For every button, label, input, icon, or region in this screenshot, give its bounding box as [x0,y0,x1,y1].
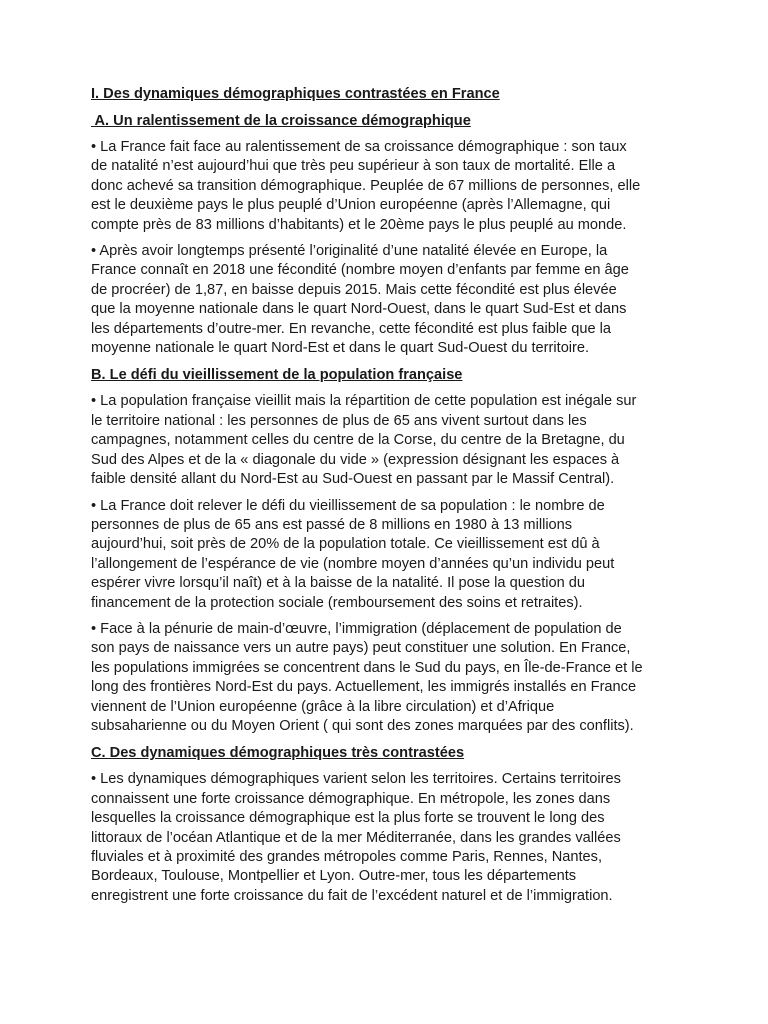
text-line: viennent de l’Union européenne (grâce à la libre circulation) et d’Afrique [91,698,555,715]
section-b-paragraph-2 [91,497,683,613]
section-c-paragraph-1 [91,770,683,906]
text-line: subsaharienne ou du Moyen Orient ( qui sont des zones marquées par des conflits). [91,717,634,734]
section-b-paragraph-1 [91,392,683,489]
section-a-paragraph-1 [91,138,683,235]
text-line: les populations immigrées se concentrent dans le Sud du pays, en Île-de-France et le [91,659,643,676]
section-a-heading: A. Un ralentissement de la croissance démographique [91,113,471,129]
section-b-heading: B. Le défi du vieillissement de la population française [91,367,463,384]
text-line: long des frontières Nord-Est du pays. Actuellement, les immigrés installés en France [91,679,637,696]
section-b-paragraph-3 [91,620,683,736]
text-line: • La population française vieillit mais la répartition de cette population est inégale sur [91,393,637,410]
text-line: que la moyenne nationale dans le quart Nord-Ouest, dans le quart Sud-Est et dans [91,301,627,318]
text-line: son pays de naissance vers un autre pays) peut constituer une solution. En France, [91,640,631,657]
section-c-heading: C. Des dynamiques démographiques très contrastées [91,745,465,762]
text-line: campagnes, notamment celles du centre de la Corse, du centre de la Bretagne, du [91,432,625,449]
text-line: de natalité n’est aujourd’hui que très peu supérieur à son taux de mortalité. Elle a [91,158,616,175]
text-line: faible densité allant du Nord-Est au Sud-Ouest en passant par le Massif Central). [91,471,615,488]
text-line: • La France doit relever le défi du vieillissement de sa population : le nombre de [91,497,605,514]
text-line: France connaît en 2018 une fécondité (nombre moyen d’enfants par femme en âge [91,262,629,279]
text-line: est le deuxième pays le plus peuplé d’Union européenne (après l’Allemagne, qui [91,197,611,214]
text-line: Bordeaux, Toulouse, Montpellier et Lyon. Outre-mer, tous les départements [91,868,577,885]
text-line: • Les dynamiques démographiques varient selon les territoires. Certains territoires [91,771,621,788]
text-line: connaissent une forte croissance démographique. En métropole, les zones dans [91,790,611,807]
text-line: les départements d’outre-mer. En revanche, cette fécondité est plus faible que la [91,320,612,337]
text-line: donc achevé sa transition démographique. Peuplée de 67 millions de personnes, elle [91,177,641,194]
text-line: personnes de plus de 65 ans est passé de 8 millions en 1980 à 13 millions [91,516,573,533]
text-line: le territoire national : les personnes de plus de 65 ans vivent surtout dans les [91,412,587,429]
text-line: l’allongement de l’espérance de vie (nombre moyen d’années qu’un individu peut [91,555,615,572]
text-line: littoraux de l’océan Atlantique et de la mer Méditerranée, dans les grandes vallées [91,829,621,846]
text-line: enregistrent une forte croissance du fait de l’excédent naturel et de l’immigration. [91,887,613,904]
document-page [91,84,683,913]
text-line: financement de la protection sociale (remboursement des soins et retraites). [91,594,583,611]
text-line: fluviales et à proximité des grandes métropoles comme Paris, Rennes, Nantes, [91,849,603,865]
text-line: de procréer) de 1,87, en baisse depuis 2015. Mais cette fécondité est plus élevée [91,281,617,298]
text-line: • Après avoir longtemps présenté l’originalité d’une natalité élevée en Europe, la [91,243,608,260]
document-title: I. Des dynamiques démographiques contrastées en France [91,86,500,102]
text-line: lesquelles la croissance démographique est la plus forte se trouvent le long des [91,810,605,827]
text-line: espérer vivre lorsqu’il naît) et à la baisse de la natalité. Il pose la question du [91,575,586,592]
text-line: Sud des Alpes et de la « diagonale du vide » (expression désignant les espaces à [91,451,620,468]
text-line: • La France fait face au ralentissement de sa croissance démographique : son taux [91,139,627,155]
text-line: moyenne nationale le quart Nord-Est et dans le quart Sud-Ouest du territoire. [91,340,590,357]
text-line: • Face à la pénurie de main-d’œuvre, l’immigration (déplacement de population de [91,620,622,637]
text-line: aujourd’hui, soit près de 20% de la population totale. Ce vieillissement est dû à [91,536,600,553]
section-a-paragraph-2 [91,242,683,358]
text-line: compte près de 83 millions d’habitants) et le 20ème pays le plus peuplé au monde. [91,216,627,233]
